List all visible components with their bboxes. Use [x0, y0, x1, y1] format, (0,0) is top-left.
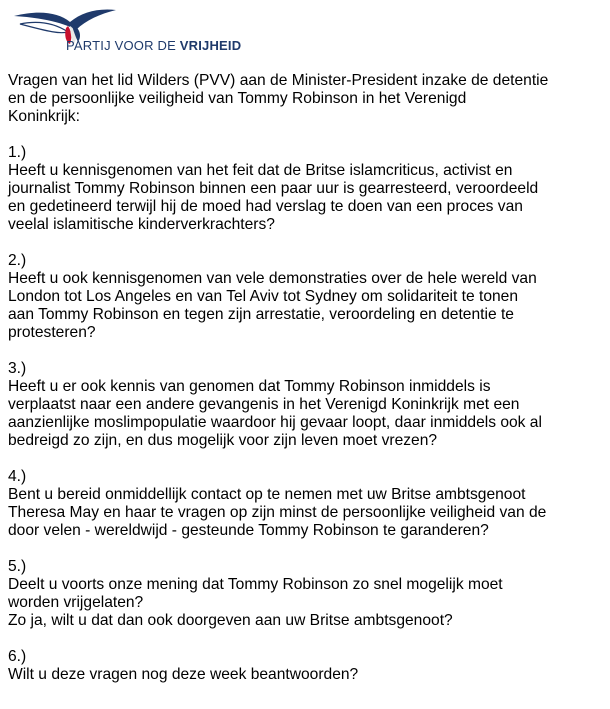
question-4 [8, 468, 606, 540]
party-name-bold: VRIJHEID [179, 38, 242, 53]
question-line: aanzienlijke moslimpopulatie waardoor hij gevaar loopt, daar inmiddels ook al [8, 414, 542, 431]
party-header [10, 2, 270, 64]
question-line: Heeft u er ook kennis van genomen dat Tommy Robinson inmiddels is [8, 378, 491, 395]
intro-line: Koninkrijk: [8, 108, 80, 125]
question-1 [8, 144, 606, 234]
question-number: 4.) [8, 468, 27, 485]
question-number: 1.) [8, 144, 27, 161]
party-name [66, 38, 241, 53]
question-number: 5.) [8, 558, 27, 575]
seagull-lower-wing-shape [20, 22, 68, 32]
question-number: 6.) [8, 648, 27, 665]
question-line: Bent u bereid onmiddellijk contact op te nemen met uw Britse ambtsgenoot [8, 486, 526, 503]
document-intro [8, 72, 606, 126]
question-line: Deelt u voorts onze mening dat Tommy Robinson zo snel mogelijk moet [8, 576, 503, 593]
question-line: Heeft u ook kennisgenomen van vele demonstraties over de hele wereld van [8, 270, 537, 287]
question-number: 2.) [8, 252, 27, 269]
question-line: aan Tommy Robinson en tegen zijn arrestatie, veroordeling en detentie te [8, 306, 514, 323]
question-6 [8, 648, 606, 684]
question-line: Heeft u kennisgenomen van het feit dat de Britse islamcriticus, activist en [8, 162, 513, 179]
question-line: verplaatst naar een andere gevangenis in het Verenigd Koninkrijk met een [8, 396, 520, 413]
question-line: London tot Los Angeles en van Tel Aviv tot Sydney om solidariteit te tonen [8, 288, 519, 305]
question-line: door velen - wereldwijd - gesteunde Tommy Robinson te garanderen? [8, 522, 489, 539]
question-line: en gedetineerd terwijl hij de moed had verslag te doen van een proces van [8, 198, 523, 215]
question-5 [8, 558, 606, 630]
intro-line: Vragen van het lid Wilders (PVV) aan de Minister-President inzake de detentie [8, 72, 549, 89]
question-line: journalist Tommy Robinson binnen een paar uur is gearresteerd, veroordeeld [8, 180, 539, 197]
question-line: worden vrijgelaten? [8, 594, 144, 611]
question-line: bedreigd zo zijn, en dus mogelijk voor zijn leven moet vrezen? [8, 432, 438, 449]
parliamentary-questions-document [8, 72, 606, 684]
question-2 [8, 252, 606, 342]
party-name-regular: PARTIJ VOOR DE [66, 38, 180, 53]
question-line: Wilt u deze vragen nog deze week beantwoorden? [8, 666, 359, 683]
question-line: protesteren? [8, 324, 96, 341]
question-number: 3.) [8, 360, 27, 377]
question-line: veelal islamitische kinderverkrachters? [8, 216, 275, 233]
question-line: Zo ja, wilt u dat dan ook doorgeven aan uw Britse ambtsgenoot? [8, 612, 453, 629]
intro-line: en de persoonlijke veiligheid van Tommy Robinson in het Verenigd [8, 90, 467, 107]
question-line: Theresa May en haar te vragen op zijn minst de persoonlijke veiligheid van de [8, 504, 547, 521]
question-3 [8, 360, 606, 450]
